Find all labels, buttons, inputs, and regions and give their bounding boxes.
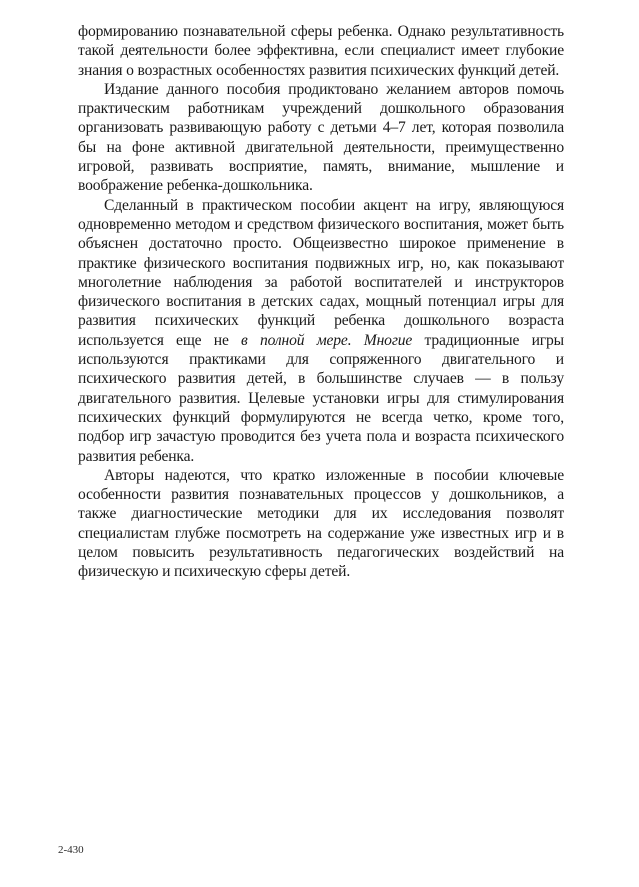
paragraph-3-text-after: традиционные игры используются практиками для сопряженного двигательного и психического развития детей, в большинстве случаев — в пользу двигательного развития. Целевые установки игры для стимулирования психических функций формулируются не всегда четко, кроме того, подбор игр зачастую проводится без учета пола и возраста психического развития ребенка. [78,331,564,465]
paragraph-1: формированию познавательной сферы ребенка. Однако результативность такой деятельности более эффективна, если специалист имеет глубокие знания о возрастных особенностях развития психических функций детей. [78,23,564,79]
page-body [78,22,564,582]
paragraph-3-italic: в полной мере. Многие [241,331,413,349]
printer-signature-mark: 2-430 [58,844,84,856]
paragraph-3 [78,196,564,466]
paragraph-3-text-before: Сделанный в практическом пособии акцент на игру, являющуюся одновременно методом и средством физического воспитания, может быть объяснен достаточно просто. Общеизвестно широкое применение в практике физического воспитания подвижных игр, но, как показывают многолетние наблюдения за работой воспитателей и инструкторов физического воспитания в детских садах, мощный потенциал игры для развития психических функций ребенка дошкольного возраста используется еще не [78,196,564,349]
paragraph-2: Издание данного пособия продиктовано желанием авторов помочь практическим работникам учреждений дошкольного образования организовать развивающую работу с детьми 4–7 лет, которая позволила бы на фоне активной двигательной деятельности, преимущественно игровой, развивать восприятие, память, внимание, мышление и воображение ребенка-дошкольника. [78,80,564,195]
paragraph-4: Авторы надеются, что кратко изложенные в пособии ключевые особенности развития познавательных процессов у дошкольников, а также диагностические методики для их исследования позволят специалистам глубже посмотреть на содержание уже известных игр и в целом повысить результативность педагогических воздействий на физическую и психическую сферы детей. [78,466,564,581]
